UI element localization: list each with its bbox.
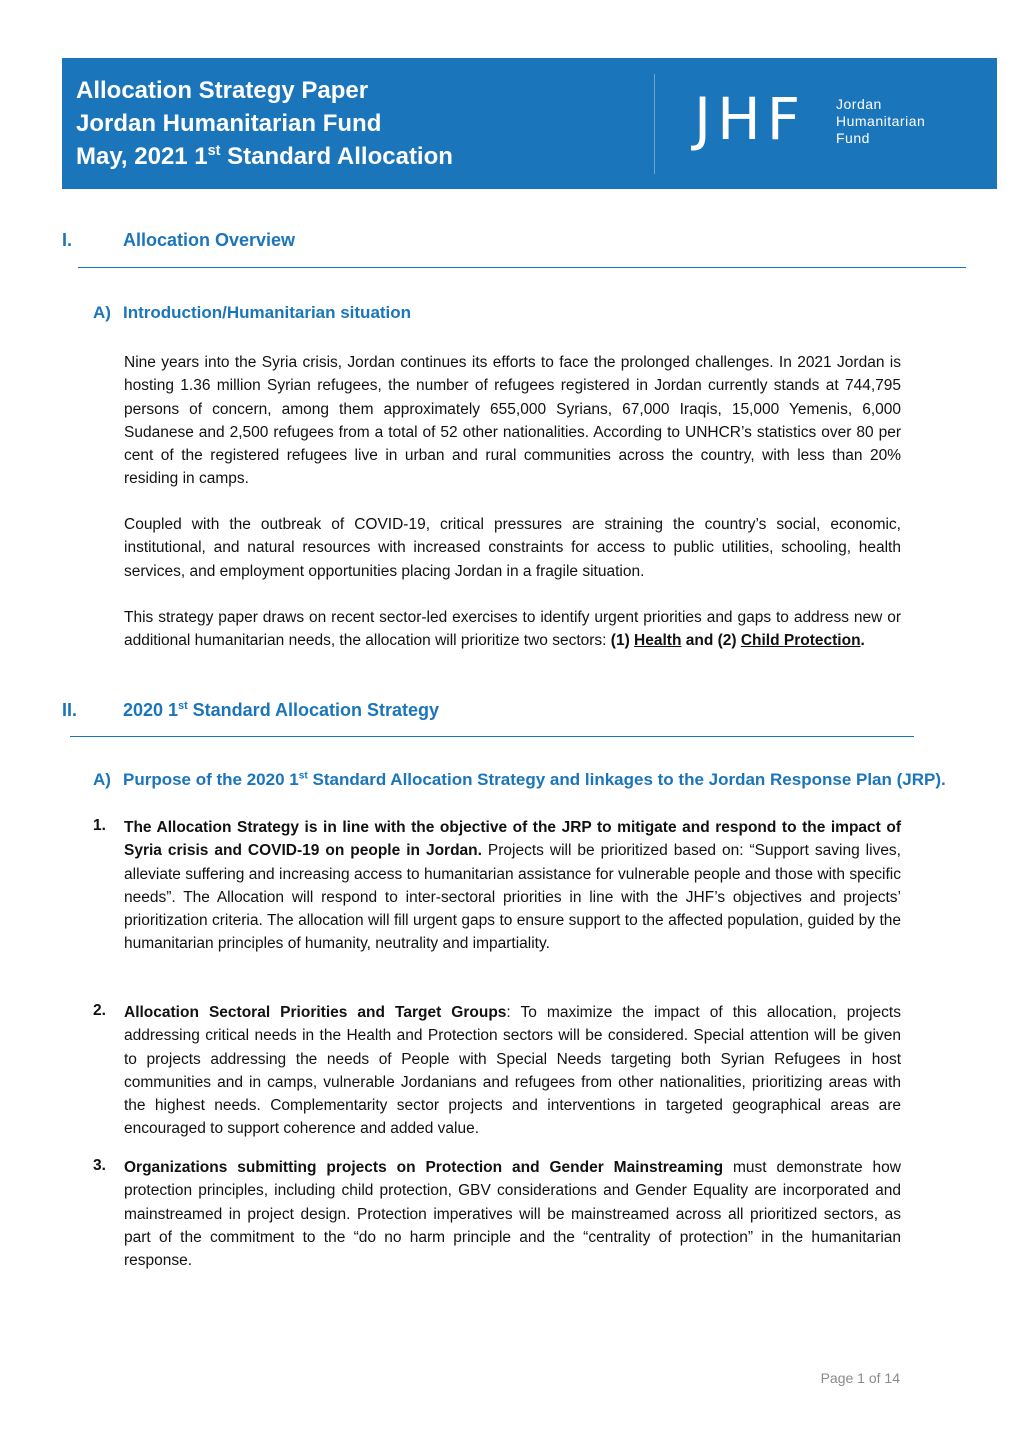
section-1-number: I. xyxy=(62,230,73,250)
section-1-title: Allocation Overview xyxy=(123,230,296,250)
section-2-rule xyxy=(70,736,914,737)
priority-health: Health xyxy=(634,632,682,650)
section-2-number: II. xyxy=(62,700,78,720)
title-line-1: Allocation Strategy Paper xyxy=(76,77,369,104)
logo-mark: JHF xyxy=(694,85,807,153)
section-2a-title: Purpose of the 2020 1st Standard Allocation Strategy and linkages to the Jordan Response Plan (JRP). xyxy=(123,770,946,789)
header-banner xyxy=(62,58,997,189)
section-1-rule xyxy=(78,267,966,268)
item-2-text: Allocation Sectoral Priorities and Target Groups: To maximize the impact of this allocation, projects addressing critical needs in the Health and Protection sectors will be considered. Special attention will be given to projects addressing the needs of People with Special Needs targeting both Syrian Refugees in host communities and in camps, vulnerable Jordanians and refugees from other nationalities, prioritizing areas with the highest needs. Complementarity sector projects and interventions in targeted geographical areas are encouraged to support coherence and added value. xyxy=(124,1004,901,1138)
banner-divider xyxy=(654,74,655,174)
section-2a-label: A) xyxy=(93,770,111,789)
item-3-text: Organizations submitting projects on Protection and Gender Mainstreaming must demonstrate how protection principles, including child protection, GBV considerations and Gender Equality are incorporated and mainstreamed in project design. Protection imperatives will be mainstreamed across all prioritized sectors, as part of the commitment to the “do no harm principle and the “centrality of protection” in the humanitarian response. xyxy=(124,1159,901,1270)
jhf-logo xyxy=(694,85,926,153)
priority-child-protection: Child Protection xyxy=(740,632,861,650)
item-1-number: 1. xyxy=(93,817,106,834)
section-1a-title: Introduction/Humanitarian situation xyxy=(123,303,412,322)
intro-paragraph-3: This strategy paper draws on recent sector-led exercises to identify urgent priorities and gaps to address new or additional humanitarian needs, the allocation will prioritize two sectors: (1) Health and (2) Child Protection. xyxy=(124,609,901,650)
title-line-3: May, 2021 1st Standard Allocation xyxy=(76,143,453,170)
item-2-number: 2. xyxy=(93,1002,106,1019)
section-2-title: 2020 1st Standard Allocation Strategy xyxy=(123,700,440,720)
title-line-2: Jordan Humanitarian Fund xyxy=(76,110,382,137)
intro-paragraph-2: Coupled with the outbreak of COVID-19, critical pressures are straining the country’s social, economic, institutional, and natural resources with increased constraints for access to public utilities, schooling, health services, and employment opportunities placing Jordan in a fragile situation. xyxy=(124,516,901,580)
page-number: Page 1 of 14 xyxy=(820,1370,900,1386)
logo-text: Jordan Humanitarian Fund xyxy=(836,96,926,146)
document-title xyxy=(76,74,453,173)
item-1-text: The Allocation Strategy is in line with the objective of the JRP to mitigate and respond to the impact of Syria crisis and COVID-19 on people in Jordan. Projects will be prioritized based on: “Support saving lives, alleviate suffering and increasing access to humanitarian assistance for vulnerable people and those with specific needs”. The Allocation will respond to inter-sectoral priorities in line with the JHF’s objectives and projects’ prioritization criteria. The allocation will fill urgent gaps to ensure support to the affected population, guided by the humanitarian principles of humanity, neutrality and impartiality. xyxy=(124,819,901,953)
section-1a-label: A) xyxy=(93,303,111,322)
item-3-number: 3. xyxy=(93,1157,106,1174)
intro-paragraph-1: Nine years into the Syria crisis, Jordan continues its efforts to face the prolonged challenges. In 2021 Jordan is hosting 1.36 million Syrian refugees, the number of refugees registered in Jordan currently stands at 744,795 persons of concern, among them approximately 655,000 Syrians, 67,000 Iraqis, 15,000 Yemenis, 6,000 Sudanese and 2,500 refugees from a total of 52 other nationalities. According to UNHCR’s statistics over 80 per cent of the registered refugees live in urban and rural communities across the country, with less than 20% residing in camps. xyxy=(124,354,901,488)
